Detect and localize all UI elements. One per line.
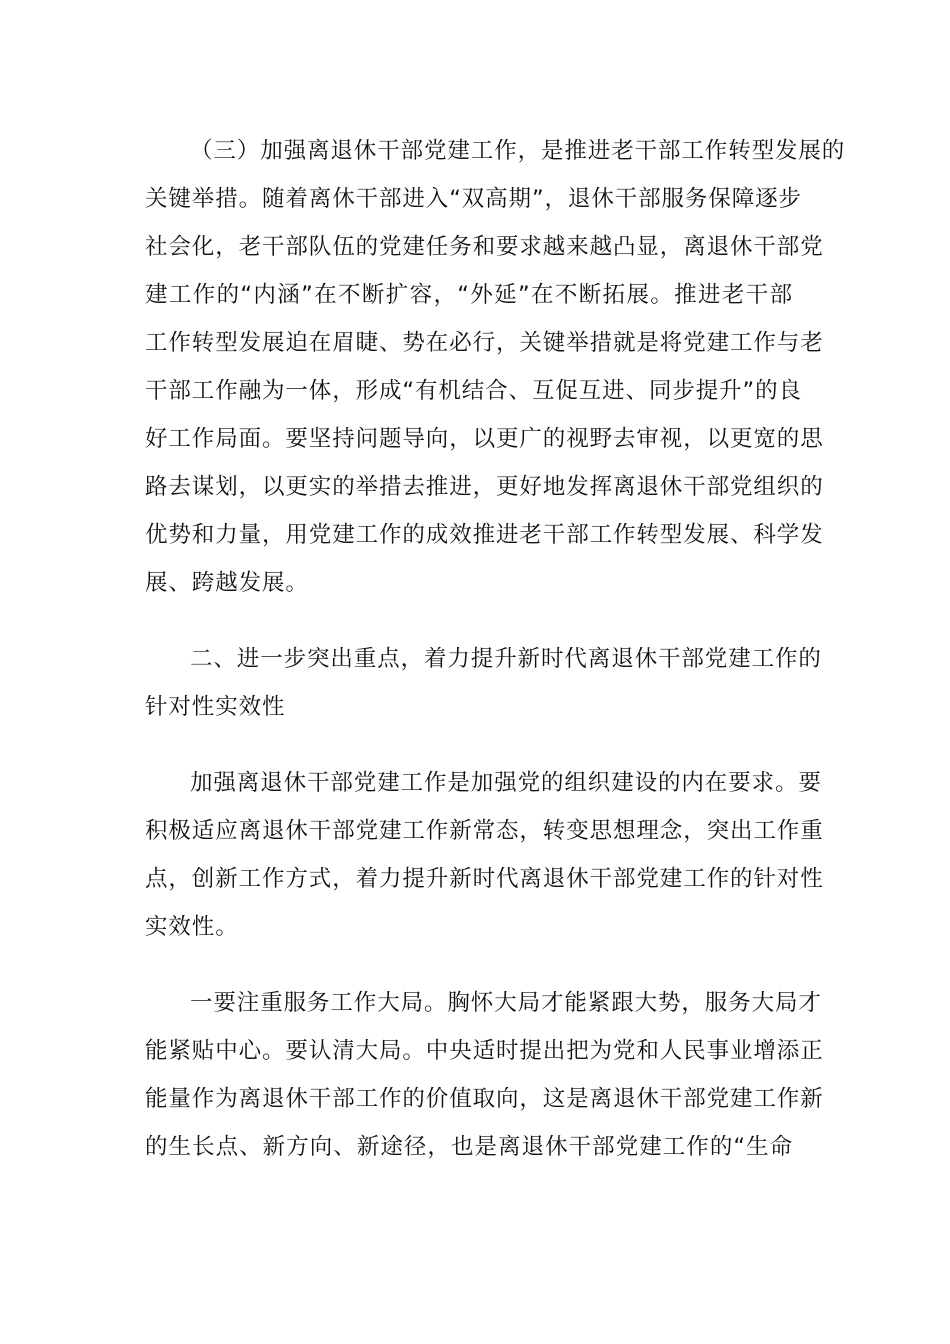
paragraph-line: 好工作局面。要坚持问题导向，以更广的视野去审视，以更宽的思 [145, 426, 824, 452]
paragraph-line: 工作转型发展迫在眉睫、势在必行，关键举措就是将党建工作与老 [145, 330, 824, 356]
paragraph-line: 关键举措。随着离休干部进入“双高期”，退休干部服务保障逐步 [145, 186, 802, 212]
paragraph-line: 优势和力量，用党建工作的成效推进老干部工作转型发展、科学发 [145, 522, 824, 548]
section-heading-line: 针对性实效性 [145, 694, 286, 720]
paragraph-line: 的生长点、新方向、新途径，也是离退休干部党建工作的“生命 [145, 1134, 793, 1160]
paragraph-line: 点，创新工作方式，着力提升新时代离退休干部党建工作的针对性 [145, 866, 824, 892]
section-heading-line: 二、进一步突出重点，着力提升新时代离退休干部党建工作的 [190, 646, 822, 672]
paragraph-line: 积极适应离退休干部党建工作新常态，转变思想理念，突出工作重 [145, 818, 824, 844]
paragraph-line: 展、跨越发展。 [145, 570, 309, 596]
paragraph-line: 建工作的“内涵”在不断扩容，“外延”在不断拓展。推进老干部 [145, 282, 793, 308]
paragraph-line: 路去谋划，以更实的举措去推进，更好地发挥离退休干部党组织的 [145, 474, 824, 500]
paragraph-line: 能量作为离退休干部工作的价值取向，这是离退休干部党建工作新 [145, 1086, 824, 1112]
paragraph-line: 实效性。 [145, 914, 239, 940]
paragraph-line: （三）加强离退休干部党建工作，是推进老干部工作转型发展的 [190, 138, 846, 164]
paragraph-line: 能紧贴中心。要认清大局。中央适时提出把为党和人民事业增添正 [145, 1038, 824, 1064]
paragraph-line: 加强离退休干部党建工作是加强党的组织建设的内在要求。要 [190, 770, 822, 796]
paragraph-line: 干部工作融为一体，形成“有机结合、互促互进、同步提升”的良 [145, 378, 802, 404]
paragraph-line: 社会化，老干部队伍的党建任务和要求越来越凸显，离退休干部党 [145, 234, 824, 260]
paragraph-line: 一要注重服务工作大局。胸怀大局才能紧跟大势，服务大局才 [190, 990, 822, 1016]
